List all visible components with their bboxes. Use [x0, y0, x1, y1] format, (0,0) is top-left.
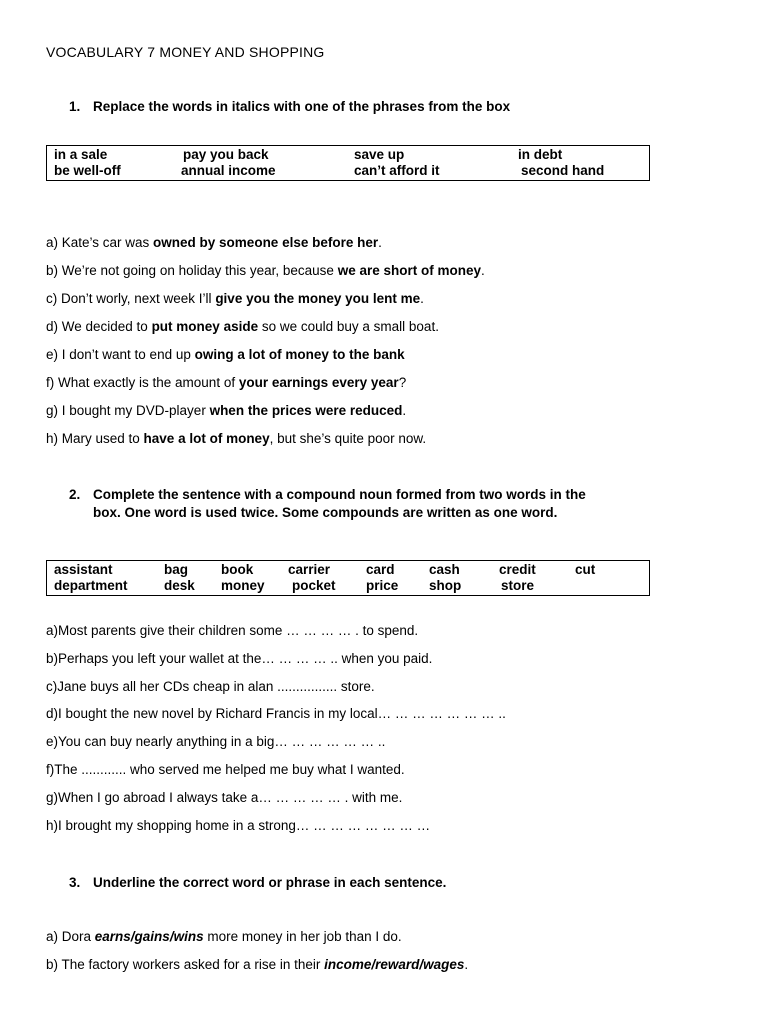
- section2-sentence: c)Jane buys all her CDs cheap in alan ................ store.: [46, 678, 375, 694]
- emphasized-phrase: have a lot of money: [143, 431, 270, 446]
- section3-number: 3.: [69, 875, 81, 890]
- section2-heading: [69, 487, 586, 502]
- sentence-text: .: [378, 235, 382, 250]
- section3-heading-text: Underline the correct word or phrase in each sentence.: [93, 875, 447, 890]
- sentence-text: .: [402, 403, 407, 418]
- word-box-cell: shop: [429, 578, 462, 593]
- section2-sentence: h)I brought my shopping home in a strong… … … … … … … …: [46, 817, 431, 833]
- sentence-text: .: [480, 263, 485, 278]
- word-box-cell: desk: [164, 578, 195, 593]
- word-box-cell: card: [366, 562, 395, 577]
- section1-heading: [69, 99, 510, 114]
- sentence-text: f) What exactly is the amount of: [46, 375, 239, 390]
- section2-sentence: g)When I go abroad I always take a… … … … … . with me.: [46, 789, 403, 805]
- page-title: VOCABULARY 7 MONEY AND SHOPPING: [46, 44, 325, 60]
- word-box-cell: cash: [429, 562, 460, 577]
- section2-sentence: d)I bought the new novel by Richard Francis in my local… … … … … … … ..: [46, 706, 506, 722]
- emphasized-phrase: we are short of money: [337, 263, 481, 278]
- phrase-box-cell: save up: [354, 147, 405, 162]
- section1-sentence: [46, 403, 406, 418]
- sentence-text: ?: [398, 375, 407, 390]
- sentence-text: , but she’s quite poor now.: [269, 431, 427, 446]
- emphasized-phrase: owing a lot of money to the bank: [194, 347, 405, 362]
- sentence-text: c) Don’t worly, next week I’ll: [46, 291, 216, 306]
- emphasized-phrase: give you the money you lent me: [215, 291, 421, 306]
- section1-sentence: [46, 375, 406, 390]
- section1-sentence: [46, 319, 439, 334]
- word-box-cell: store: [501, 578, 535, 593]
- section2-heading-line1: Complete the sentence with a compound noun formed from two words in the: [93, 487, 586, 502]
- sentence-text: a) Kate’s car was: [46, 235, 154, 250]
- sentence-text: e) I don’t want to end up: [46, 347, 195, 362]
- section3-sentence: [46, 929, 402, 944]
- word-box-cell: money: [221, 578, 265, 593]
- word-box-cell: cut: [575, 562, 596, 577]
- section1-number: 1.: [69, 99, 81, 114]
- phrase-box-cell: second hand: [521, 163, 605, 178]
- sentence-text: .: [420, 291, 424, 306]
- word-box-cell: book: [221, 562, 254, 577]
- section1-sentence: [46, 263, 485, 278]
- section1-heading-text: Replace the words in italics with one of the phrases from the box: [93, 99, 511, 114]
- sentence-text: b) The factory workers asked for a rise in their: [46, 957, 325, 972]
- emphasized-phrase: your earnings every year: [238, 375, 399, 390]
- sentence-text: a) Dora: [46, 929, 95, 944]
- emphasized-phrase: income/reward/wages: [324, 957, 465, 972]
- word-box-cell: department: [54, 578, 128, 593]
- section2-heading-line2: box. One word is used twice. Some compounds are written as one word.: [93, 505, 558, 520]
- word-box-cell: credit: [499, 562, 536, 577]
- emphasized-phrase: earns/gains/wins: [94, 929, 204, 944]
- word-box-cell: assistant: [54, 562, 113, 577]
- emphasized-phrase: owned by someone else before her: [153, 235, 379, 250]
- section1-sentence: [46, 431, 426, 446]
- section2-sentence: f)The ............ who served me helped me buy what I wanted.: [46, 762, 405, 777]
- sentence-text: b) We’re not going on holiday this year, because: [46, 263, 338, 278]
- sentence-text: d) We decided to: [46, 319, 152, 334]
- sentence-text: g) I bought my DVD-player: [46, 403, 210, 418]
- phrase-box-cell: can’t afford it: [354, 163, 440, 178]
- phrase-box-cell: in debt: [518, 147, 563, 162]
- phrase-box-cell: in a sale: [54, 147, 108, 162]
- phrase-box: [46, 145, 650, 181]
- section1-sentence: [46, 291, 424, 306]
- phrase-box-cell: be well-off: [54, 163, 121, 178]
- section1-sentence: [46, 235, 382, 250]
- emphasized-phrase: when the prices were reduced: [209, 403, 403, 418]
- section3-sentence: [46, 957, 468, 972]
- sentence-text: .: [464, 957, 469, 972]
- section3-heading: [69, 875, 446, 890]
- phrase-box-cell: pay you back: [183, 147, 269, 162]
- section2-number: 2.: [69, 487, 81, 502]
- section2-sentence: b)Perhaps you left your wallet at the… … … … .. when you paid.: [46, 650, 433, 666]
- word-box-cell: carrier: [288, 562, 331, 577]
- sentence-text: more money in her job than I do.: [203, 929, 402, 944]
- section1-sentence: [46, 347, 405, 362]
- sentence-text: h) Mary used to: [46, 431, 144, 446]
- section2-sentence: e)You can buy nearly anything in a big… … … … … … ..: [46, 734, 386, 750]
- sentence-text: so we could buy a small boat.: [258, 319, 439, 334]
- emphasized-phrase: put money aside: [151, 319, 259, 334]
- word-box: [46, 560, 650, 596]
- word-box-cell: bag: [164, 562, 189, 577]
- word-box-cell: pocket: [292, 578, 336, 593]
- word-box-cell: price: [366, 578, 399, 593]
- section2-sentence: a)Most parents give their children some … … … … . to spend.: [46, 623, 419, 638]
- phrase-box-cell: annual income: [181, 163, 276, 178]
